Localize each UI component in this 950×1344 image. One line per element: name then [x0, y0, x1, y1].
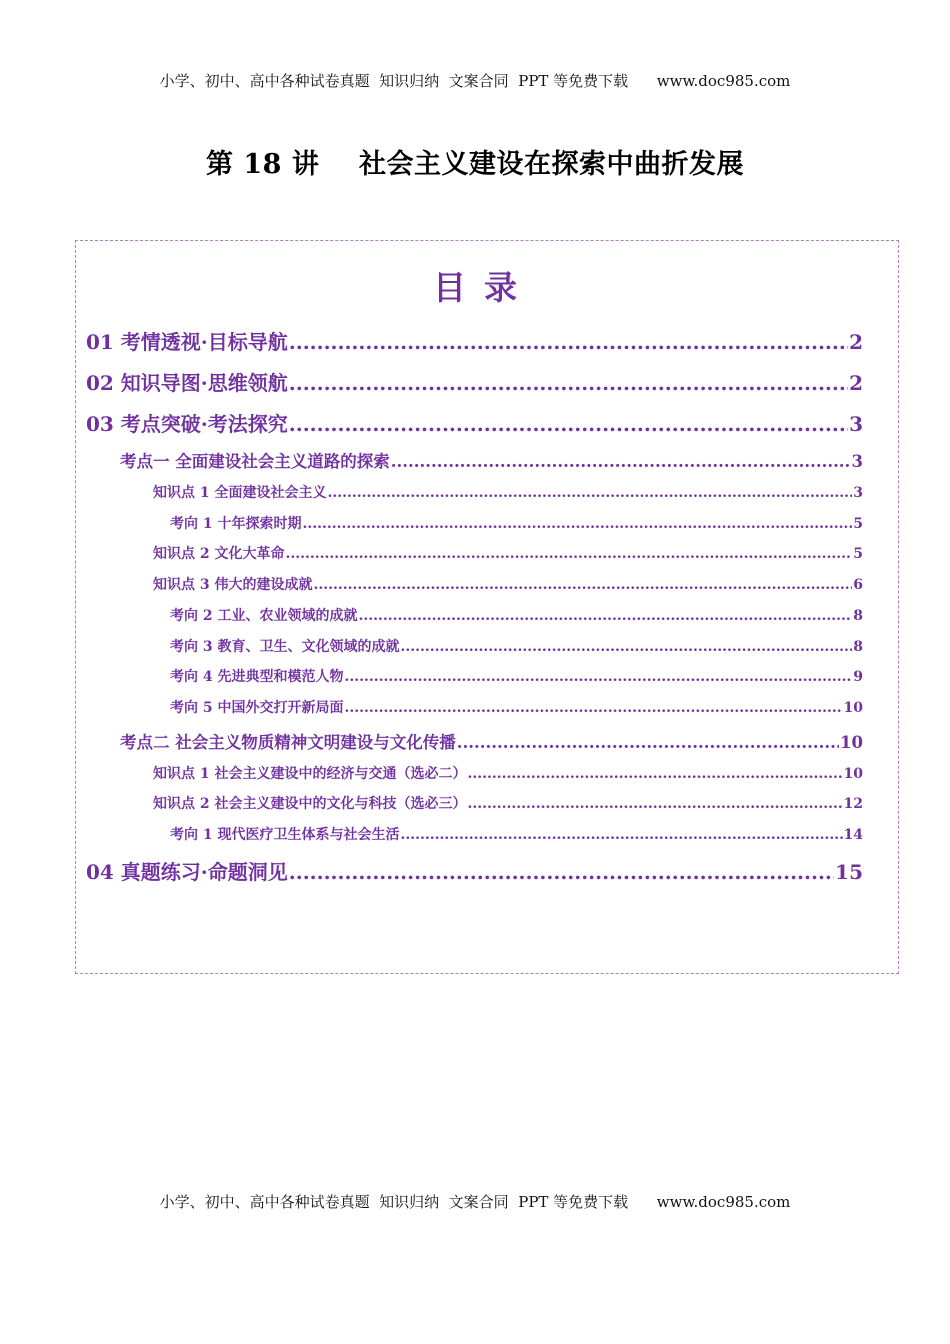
toc-entry-page: 5: [853, 516, 863, 532]
toc-leader-dots: [328, 485, 853, 501]
toc-entry-label: 04 真题练习·命题洞见: [86, 860, 288, 884]
toc-entry-page: 12: [843, 796, 863, 812]
toc-leader-dots: [286, 546, 853, 562]
toc-entry[interactable]: [86, 326, 863, 352]
toc-entry-page: 9: [853, 669, 863, 685]
toc-entry-label: 知识点 1 社会主义建设中的经济与交通（选必二）: [153, 766, 467, 782]
toc-entry-label: 01 考情透视·目标导航: [86, 330, 288, 354]
toc-entry-page: 8: [853, 608, 863, 624]
toc-entry[interactable]: [86, 367, 863, 393]
toc-entry-label: 知识点 2 文化大革命: [153, 546, 285, 562]
toc-entry[interactable]: [170, 824, 863, 843]
toc-entry[interactable]: [86, 408, 863, 434]
toc-leader-dots: [289, 371, 848, 395]
toc-leader-dots: [314, 577, 853, 593]
toc-entry[interactable]: [170, 636, 863, 655]
toc-entry-page: 3: [851, 452, 863, 471]
toc-entry[interactable]: [170, 697, 863, 716]
toc-entry-label: 考向 5 中国外交打开新局面: [170, 700, 344, 716]
toc-entry-label: 考点二 社会主义物质精神文明建设与文化传播: [120, 733, 456, 752]
toc-entry[interactable]: [170, 513, 863, 532]
toc-entry-label: 02 知识导图·思维领航: [86, 371, 288, 395]
toc-leader-dots: [345, 700, 843, 716]
toc-entry[interactable]: [153, 763, 863, 782]
toc-entry-label: 考向 2 工业、农业领域的成就: [170, 608, 358, 624]
toc-entry-page: 3: [853, 485, 863, 501]
toc-entry-label: 考向 3 教育、卫生、文化领域的成就: [170, 639, 400, 655]
toc-leader-dots: [401, 827, 843, 843]
toc-leader-dots: [359, 608, 853, 624]
toc-entry-label: 考向 1 现代医疗卫生体系与社会生活: [170, 827, 400, 843]
toc-leader-dots: [401, 639, 853, 655]
toc-entry-page: 5: [853, 546, 863, 562]
page-header: 小学、初中、高中各种试卷真题 知识归纳 文案合同 PPT 等免费下载 www.doc985.com: [159, 72, 791, 90]
toc-entry[interactable]: [86, 856, 863, 882]
toc-entry-label: 知识点 3 伟大的建设成就: [153, 577, 313, 593]
toc-entry[interactable]: [120, 729, 863, 751]
toc-entry-page: 14: [843, 827, 863, 843]
toc-leader-dots: [289, 412, 848, 436]
toc-entry[interactable]: [153, 574, 863, 593]
toc-heading: 目录: [433, 268, 535, 307]
toc-entry-label: 知识点 2 社会主义建设中的文化与科技（选必三）: [153, 796, 467, 812]
toc-entry-page: 3: [849, 412, 863, 436]
toc-entry-label: 03 考点突破·考法探究: [86, 412, 288, 436]
toc-entry-label: 考向 4 先进典型和模范人物: [170, 669, 344, 685]
toc-entry-page: 10: [843, 700, 863, 716]
toc-entry[interactable]: [170, 666, 863, 685]
toc-entry[interactable]: [153, 543, 863, 562]
toc-entry-page: 15: [835, 860, 863, 884]
toc-leader-dots: [391, 452, 851, 471]
toc-entry-page: 8: [853, 639, 863, 655]
page-footer: 小学、初中、高中各种试卷真题 知识归纳 文案合同 PPT 等免费下载 www.doc985.com: [159, 1193, 791, 1211]
toc-entry-page: 6: [853, 577, 863, 593]
document-title: 第 18 讲 社会主义建设在探索中曲折发展: [206, 149, 744, 180]
toc-leader-dots: [345, 669, 853, 685]
toc-entry[interactable]: [170, 605, 863, 624]
toc-leader-dots: [468, 766, 843, 782]
toc-entry[interactable]: [153, 793, 863, 812]
toc-entry-label: 考点一 全面建设社会主义道路的探索: [120, 452, 390, 471]
toc-entry-label: 知识点 1 全面建设社会主义: [153, 485, 327, 501]
toc-entry[interactable]: [120, 448, 863, 470]
toc-entry-page: 2: [849, 371, 863, 395]
toc-entry-label: 考向 1 十年探索时期: [170, 516, 302, 532]
toc-leader-dots: [303, 516, 853, 532]
toc-entry-page: 2: [849, 330, 863, 354]
toc-entry-page: 10: [843, 766, 863, 782]
toc-entry-page: 10: [840, 733, 863, 752]
toc-leader-dots: [289, 860, 834, 884]
toc-leader-dots: [468, 796, 843, 812]
toc-leader-dots: [289, 330, 848, 354]
toc-leader-dots: [457, 733, 839, 752]
toc-entry[interactable]: [153, 482, 863, 501]
